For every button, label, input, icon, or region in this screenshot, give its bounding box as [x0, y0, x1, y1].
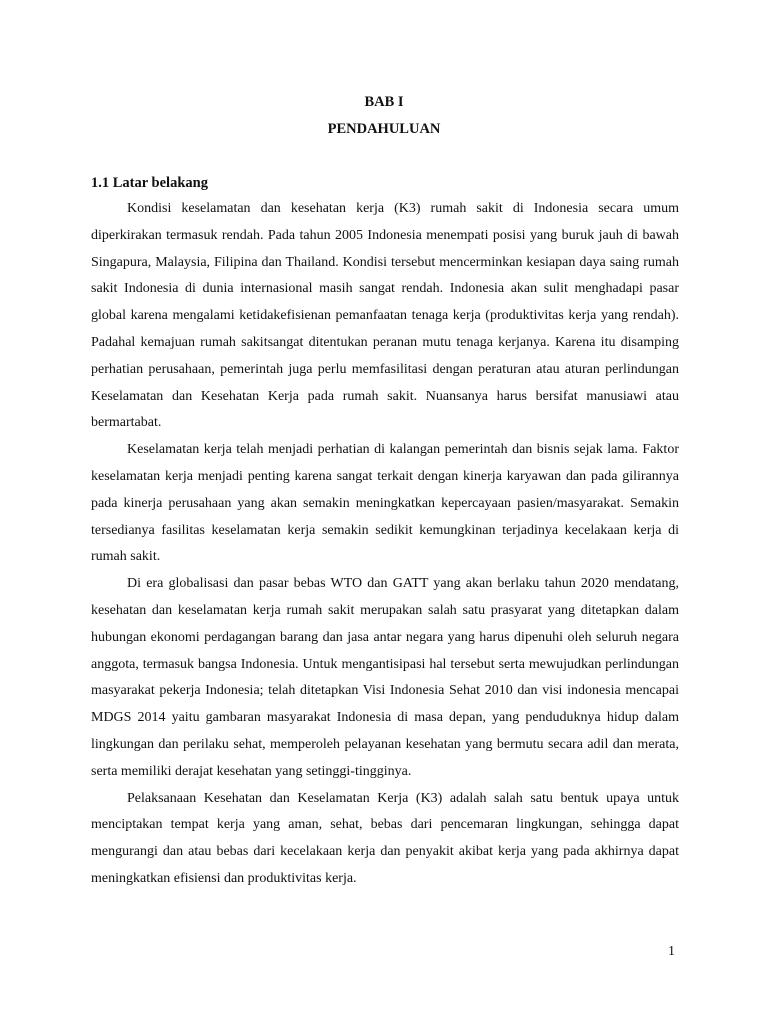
chapter-heading: BAB I: [364, 94, 404, 110]
chapter-title: PENDAHULUAN: [327, 121, 441, 137]
body-text: [91, 196, 679, 893]
section-heading: 1.1 Latar belakang: [91, 175, 208, 191]
paragraph: Di era globalisasi dan pasar bebas WTO dan GATT yang akan berlaku tahun 2020 mendatang, kesehatan dan keselamatan kerja rumah sakit merupakan salah satu prasyarat yang ditetapkan dalam hubungan ekonomi perdagangan barang dan jasa antar negara yang harus dipenuhi oleh seluruh negara anggota, termasuk bangsa Indonesia. Untuk mengantisipasi hal tersebut serta mewujudkan perlindungan masyarakat pekerja Indonesia; telah ditetapkan Visi Indonesia Sehat 2010 dan visi indonesia mencapai MDGS 2014 yaitu gambaran masyarakat Indonesia di masa depan, yang penduduknya hidup dalam lingkungan dan perilaku sehat, memperoleh pelayanan kesehatan yang bermutu secara adil dan merata, serta memiliki derajat kesehatan yang setinggi-tingginya.: [91, 576, 679, 779]
page-number: 1: [668, 944, 675, 959]
paragraph: Kondisi keselamatan dan kesehatan kerja (K3) rumah sakit di Indonesia secara umum diperkirakan termasuk rendah. Pada tahun 2005 Indonesia menempati posisi yang buruk jauh di bawah Singapura, Malaysia, Filipina dan Thailand. Kondisi tersebut mencerminkan kesiapan daya saing rumah sakit Indonesia di dunia internasional masih sangat rendah. Indonesia akan sulit menghadapi pasar global karena mengalami ketidakefisienan pemanfaatan tenaga kerja (produktivitas kerja yang rendah). Padahal kemajuan rumah sakitsangat ditentukan peranan mutu tenaga kerjanya. Karena itu disamping perhatian perusahaan, pemerintah juga perlu memfasilitasi dengan peraturan atau aturan perlindungan Keselamatan dan Kesehatan Kerja pada rumah sakit. Nuansanya harus bersifat manusiawi atau bermartabat.: [91, 201, 679, 431]
paragraph: Keselamatan kerja telah menjadi perhatian di kalangan pemerintah dan bisnis sejak lama. Faktor keselamatan kerja menjadi penting karena sangat terkait dengan kinerja karyawan dan pada gilirannya pada kinerja perusahaan yang akan semakin meningkatkan kepercayaan pasien/masyarakat. Semakin tersedianya fasilitas keselamatan kerja semakin sedikit kemungkinan terjadinya kecelakaan kerja di rumah sakit.: [91, 442, 679, 565]
paragraph: Pelaksanaan Kesehatan dan Keselamatan Kerja (K3) adalah salah satu bentuk upaya untuk menciptakan tempat kerja yang aman, sehat, bebas dari pencemaran lingkungan, sehingga dapat mengurangi dan atau bebas dari kecelakaan kerja dan penyakit akibat kerja yang pada akhirnya dapat meningkatkan efisiensi dan produktivitas kerja.: [91, 790, 679, 886]
